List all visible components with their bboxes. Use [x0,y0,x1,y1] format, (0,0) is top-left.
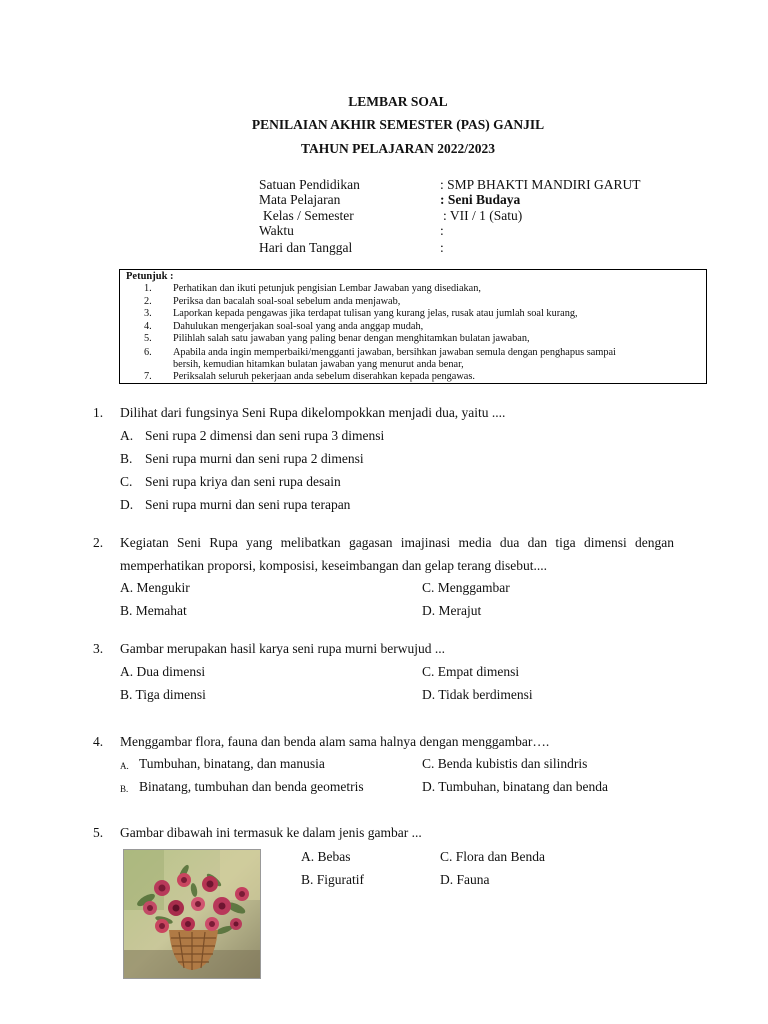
info-value-time: : [440,223,444,238]
instruction-text: bersih, kemudian hitamkan bulatan jawaban yang menurut anda benar, [173,359,464,370]
option-text[interactable]: Seni rupa kriya dan seni rupa desain [145,474,341,489]
instruction-text: Periksalah seluruh pekerjaan anda sebelum diserahkan kepada pengawas. [173,371,475,382]
sheet-title: LEMBAR SOAL [348,94,448,109]
info-label-time: Waktu [259,223,294,238]
question-text: Gambar dibawah ini termasuk ke dalam jenis gambar ... [120,825,422,840]
info-label-subject: Mata Pelajaran [259,192,341,207]
question-text: Menggambar flora, fauna dan benda alam sama halnya dengan menggambar…. [120,734,550,749]
option-c[interactable]: C. Empat dimensi [422,664,520,679]
option-a[interactable]: A. Mengukir [120,580,190,595]
option-d[interactable]: D. Tidak berdimensi [422,687,533,702]
question-number: 1. [93,405,104,420]
option-text[interactable]: Seni rupa 2 dimensi dan seni rupa 3 dimensi [145,428,385,443]
question-text-line2: memperhatikan proporsi, komposisi, keseimbangan dan gelap terang disebut.... [120,558,548,573]
info-value-class: : VII / 1 (Satu) [443,208,523,223]
option-d[interactable]: D. Tumbuhan, binatang dan benda [422,779,608,794]
academic-year: TAHUN PELAJARAN 2022/2023 [300,141,495,156]
question-text: Gambar merupakan hasil karya seni rupa murni berwujud ... [120,641,446,656]
option-d[interactable]: D. Merajut [422,603,482,618]
question-number: 3. [93,641,104,656]
instruction-text: Dahulukan mengerjakan soal-soal yang anda anggap mudah, [173,320,424,332]
option-text[interactable]: Tumbuhan, binatang, dan manusia [139,756,325,771]
option-c[interactable]: C. Flora dan Benda [440,849,545,864]
option-c[interactable]: C. Menggambar [422,580,510,595]
option-text[interactable]: Seni rupa murni dan seni rupa terapan [145,497,351,512]
info-label-school: Satuan Pendidikan [259,177,360,192]
instruction-text: Pilihlah salah satu jawaban yang paling benar dengan menghitamkan bulatan jawaban, [173,333,530,344]
flower-basket-painting [123,849,261,979]
info-label-date: Hari dan Tanggal [259,240,353,255]
option-letter[interactable]: B. [120,784,129,794]
instruction-number: 5. [144,333,152,344]
instruction-number: 3. [144,308,152,319]
option-a[interactable]: A. Bebas [301,849,351,864]
option-text[interactable]: Binatang, tumbuhan dan benda geometris [139,779,364,794]
option-letter[interactable]: D. [120,497,134,512]
option-b[interactable]: B. Memahat [120,603,187,618]
option-d[interactable]: D. Fauna [440,872,490,887]
info-value-subject: : Seni Budaya [440,192,521,207]
option-letter[interactable]: A. [120,428,134,443]
info-value-school: : SMP BHAKTI MANDIRI GARUT [440,177,641,192]
instruction-number: 6. [144,347,152,358]
instructions-heading: Petunjuk : [126,271,174,282]
instruction-text: Perhatikan dan ikuti petunjuk pengisian Lembar Jawaban yang disediakan, [173,283,481,294]
exam-title: PENILAIAN AKHIR SEMESTER (PAS) GANJIL [251,117,545,132]
instruction-number: 7. [144,371,152,382]
info-value-date: : [440,240,444,255]
question-number: 4. [93,734,104,749]
question-text: Dilihat dari fungsinya Seni Rupa dikelompokkan menjadi dua, yaitu .... [120,405,506,420]
instruction-number: 2. [144,295,152,307]
instruction-text: Apabila anda ingin memperbaiki/mengganti jawaban, bersihkan jawaban semula dengan penghapus sampai [173,347,616,358]
question-number: 2. [93,535,104,550]
instructions-box [119,269,707,384]
instruction-number: 4. [144,320,152,332]
question-text: Kegiatan Seni Rupa yang melibatkan gagasan imajinasi media dua dan tiga dimensi dengan [120,535,674,550]
option-letter[interactable]: C. [120,474,133,489]
option-letter[interactable]: B. [120,451,133,466]
option-b[interactable]: B. Tiga dimensi [120,687,206,702]
instruction-number: 1. [144,283,152,294]
instruction-text: Periksa dan bacalah soal-soal sebelum anda menjawab, [173,295,401,307]
question-text-line1 [120,535,674,551]
question-number: 5. [93,825,104,840]
info-label-class: Kelas / Semester [263,208,354,223]
option-c[interactable]: C. Benda kubistis dan silindris [422,756,588,771]
option-letter[interactable]: A. [120,761,129,771]
instruction-text: Laporkan kepada pengawas jika terdapat tulisan yang kurang jelas, rusak atau jumlah soal kurang, [173,308,578,319]
option-a[interactable]: A. Dua dimensi [120,664,206,679]
option-b[interactable]: B. Figuratif [301,872,364,887]
option-text[interactable]: Seni rupa murni dan seni rupa 2 dimensi [145,451,364,466]
